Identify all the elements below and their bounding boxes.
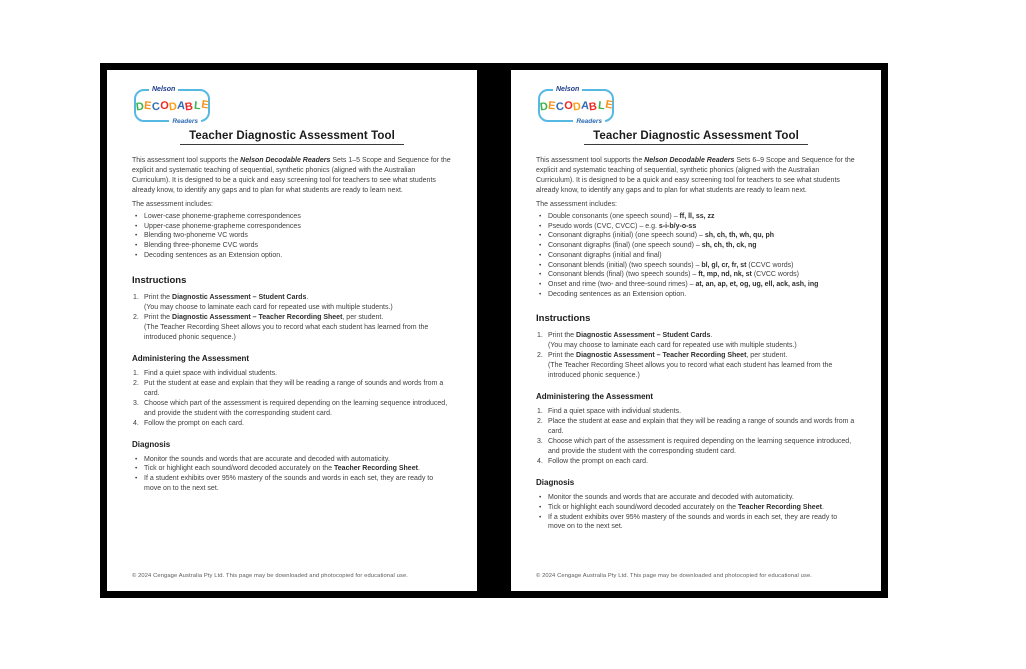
logo-letter: O	[563, 99, 574, 112]
list-item-text	[548, 503, 856, 513]
text-segment: Diagnostic Assessment – Student Cards	[172, 293, 307, 301]
list-item	[536, 222, 856, 232]
text-segment: Consonant digraphs (initial) (one speech sound) –	[548, 232, 705, 240]
list-item-text	[144, 474, 452, 493]
text-segment: Sets 1–5 Scope and Sequence for the explicit and systematic teaching of sequential, synthetic phonics (aligned with the Australian Curriculum). It is designed to be a quick and easy screening tool for teachers to see what students already know, to identify any gaps and to plan for what students are ready to learn next.	[132, 157, 451, 194]
logo-letter: A	[176, 99, 187, 112]
text-segment: Place the student at ease and explain that they will be reading a range of sounds and words from a card.	[548, 418, 855, 436]
logo-readers-text: Readers	[573, 117, 605, 126]
nelson-decodable-readers-logo	[134, 86, 210, 125]
list-marker: 3.	[537, 438, 543, 446]
text-segment: sh, ch, th, ck, ng	[701, 242, 757, 250]
list-marker: •	[539, 504, 542, 512]
list-marker: •	[135, 213, 138, 220]
text-segment: sh, ch, th, wh, qu, ph	[704, 232, 775, 240]
list-item	[536, 331, 856, 351]
list-item-text	[548, 241, 856, 251]
instructions-heading: Instructions	[132, 274, 187, 286]
list-item	[536, 212, 856, 222]
list-marker: 4.	[133, 419, 139, 427]
page-sets-6-9	[511, 70, 881, 591]
list-item	[536, 290, 856, 300]
text-segment: , per student.	[746, 352, 788, 360]
text-segment: Follow the prompt on each card.	[548, 458, 648, 466]
text-segment: Tick or highlight each sound/word decoded accurately on the	[144, 465, 335, 473]
logo-letter: D	[572, 100, 582, 113]
text-segment: Teacher Recording Sheet	[738, 504, 822, 512]
list-item	[132, 222, 452, 232]
list-item	[132, 212, 452, 222]
list-item	[536, 270, 856, 280]
administering-list	[132, 369, 452, 429]
list-item-text	[144, 222, 452, 232]
list-item	[132, 455, 452, 465]
text-segment: .	[306, 293, 309, 301]
text-segment: Onset and rime (two- and three-sound rimes) –	[548, 280, 696, 288]
text-segment: .	[710, 332, 713, 340]
text-segment: at, an, ap, et, og, ug, ell, ack, ash, ing	[695, 280, 819, 288]
page-sets-1-5	[107, 70, 477, 591]
list-item	[132, 241, 452, 251]
list-item	[536, 503, 856, 513]
list-item-text	[144, 212, 452, 222]
text-segment: Monitor the sounds and words that are accurate and decoded with automaticity.	[144, 455, 390, 463]
list-marker: •	[539, 261, 542, 269]
text-segment: Put the student at ease and explain that they will be reading a range of sounds and words from a card.	[144, 379, 444, 397]
intro-paragraph	[536, 156, 856, 196]
diagnosis-heading: Diagnosis	[536, 478, 575, 488]
page-title: Teacher Diagnostic Assessment Tool	[180, 130, 404, 145]
text-segment: Diagnostic Assessment – Student Cards	[576, 332, 711, 340]
document-viewer-panel	[100, 63, 888, 598]
text-segment: Upper-case phoneme-grapheme correspondences	[144, 222, 301, 230]
list-item-text	[144, 241, 452, 251]
includes-label: The assessment includes:	[132, 201, 213, 208]
list-item	[536, 251, 856, 261]
text-segment: ff, ll, ss, zz	[679, 213, 715, 220]
list-marker: 3.	[133, 399, 139, 407]
text-segment: Nelson Decodable Readers	[240, 157, 331, 164]
text-segment: Print the	[548, 352, 577, 360]
list-item-text	[548, 457, 856, 467]
text-segment: Follow the prompt on each card.	[144, 419, 244, 427]
logo-letter: D	[168, 100, 178, 113]
text-segment: Decoding sentences as an Extension option.	[548, 290, 687, 298]
list-item-text	[144, 399, 452, 419]
list-item-note: (The Teacher Recording Sheet allows you to record what each student has learned from the introduced phonic sequence.)	[144, 323, 429, 341]
text-segment: Find a quiet space with individual students.	[548, 408, 682, 416]
list-item	[536, 437, 856, 457]
text-segment: Tick or highlight each sound/word decoded accurately on the	[548, 504, 739, 512]
instructions-list	[536, 331, 856, 381]
list-item-text	[548, 261, 856, 271]
list-marker: •	[539, 494, 542, 502]
list-marker: 2.	[537, 352, 543, 360]
list-item	[132, 369, 452, 379]
text-segment: Consonant blends (initial) (two speech sounds) –	[548, 261, 702, 269]
text-segment: Diagnostic Assessment – Teacher Recording Sheet	[172, 313, 343, 321]
includes-label: The assessment includes:	[536, 201, 617, 208]
list-item-note: (You may choose to laminate each card for repeated use with multiple students.)	[144, 303, 393, 311]
list-item	[132, 419, 452, 429]
logo-letter: A	[580, 99, 591, 112]
list-marker: •	[539, 222, 542, 230]
text-segment: Blending three-phoneme CVC words	[144, 242, 259, 250]
list-item	[536, 231, 856, 241]
list-item-note: (The Teacher Recording Sheet allows you to record what each student has learned from the introduced phonic sequence.)	[548, 362, 833, 380]
list-item-text	[548, 270, 856, 280]
text-segment: ft, mp, nd, nk, st	[698, 271, 752, 279]
text-segment: Choose which part of the assessment is required depending on the learning sequence introduced, and provide the student with the corresponding student card.	[548, 438, 852, 456]
list-item	[536, 407, 856, 417]
text-segment: Pseudo words (CVC, CVCC) – e.g.	[548, 222, 659, 230]
list-item-text	[548, 417, 856, 437]
logo-letter: C	[150, 100, 161, 113]
list-marker: •	[135, 251, 138, 259]
logo-nelson-text: Nelson	[149, 85, 178, 94]
text-segment: Find a quiet space with individual students.	[144, 369, 278, 377]
list-marker: 2.	[133, 313, 139, 321]
list-item	[536, 493, 856, 503]
list-marker: •	[539, 242, 542, 250]
text-segment: bl, gl, cr, fr, st	[701, 261, 747, 269]
list-item-note: (You may choose to laminate each card for repeated use with multiple students.)	[548, 342, 797, 350]
text-segment: .	[821, 504, 824, 512]
list-item	[132, 231, 452, 241]
logo-letter: E	[143, 99, 153, 112]
list-item-text	[144, 251, 452, 261]
list-item	[536, 513, 856, 532]
logo-letter: E	[199, 97, 210, 112]
logo-letter: O	[159, 99, 170, 112]
list-marker: 1.	[133, 293, 139, 301]
list-item-text	[548, 351, 856, 381]
text-segment: Blending two-phoneme VC words	[144, 232, 248, 240]
list-marker: •	[135, 242, 138, 250]
list-item-text	[144, 464, 452, 474]
list-marker: 1.	[537, 332, 543, 340]
list-item-text	[144, 455, 452, 465]
list-marker: •	[135, 455, 138, 463]
text-segment: .	[417, 465, 420, 473]
list-item	[536, 351, 856, 381]
list-item-text	[548, 231, 856, 241]
logo-letter: L	[193, 99, 202, 112]
diagnosis-list	[132, 455, 452, 494]
text-segment: , per student.	[342, 313, 384, 321]
list-marker: 1.	[537, 408, 543, 416]
list-item	[132, 379, 452, 399]
text-segment: Consonant blends (final) (two speech sounds) –	[548, 271, 699, 279]
list-item-text	[548, 280, 856, 290]
logo-letter: E	[603, 97, 614, 112]
text-segment: (CCVC words)	[746, 261, 794, 269]
text-segment: This assessment tool supports the	[132, 157, 241, 164]
text-segment: Sets 6–9 Scope and Sequence for the explicit and systematic teaching of sequential, synthetic phonics (aligned with the Australian Curriculum). It is designed to be a quick and easy screening tool for teachers to see what students already know, to identify any gaps and to plan for what students are ready to learn next.	[536, 157, 855, 194]
list-item	[132, 293, 452, 313]
list-item	[132, 399, 452, 419]
list-item-text	[144, 369, 452, 379]
list-item-text	[144, 379, 452, 399]
list-marker: •	[135, 222, 138, 230]
list-item-text	[548, 513, 856, 532]
text-segment: Print the	[548, 332, 577, 340]
list-item-text	[144, 293, 452, 313]
list-item-text	[548, 251, 856, 261]
diagnosis-heading: Diagnosis	[132, 439, 171, 449]
logo-letter: E	[547, 99, 557, 112]
logo-readers-text: Readers	[169, 117, 201, 126]
text-segment: Decoding sentences as an Extension option.	[144, 251, 283, 259]
text-segment: Double consonants (one speech sound) –	[548, 213, 680, 220]
intro-paragraph	[132, 156, 452, 196]
text-segment: If a student exhibits over 95% mastery of the sounds and words in each set, they are ready to move on to the next set.	[144, 474, 434, 492]
administering-list	[536, 407, 856, 467]
list-item-text	[144, 419, 452, 429]
list-item	[132, 313, 452, 343]
text-segment: Lower-case phoneme-grapheme correspondences	[144, 213, 301, 220]
list-marker: 1.	[133, 369, 139, 377]
list-marker: •	[135, 474, 138, 482]
list-marker: •	[135, 465, 138, 473]
text-segment: Print the	[144, 313, 173, 321]
list-item-text	[548, 290, 856, 300]
list-marker: •	[539, 213, 542, 220]
list-item	[536, 241, 856, 251]
instructions-list	[132, 293, 452, 343]
list-item-text	[144, 313, 452, 343]
text-segment: Diagnostic Assessment – Teacher Recording Sheet	[576, 352, 747, 360]
list-item-text	[548, 212, 856, 222]
list-marker: •	[539, 251, 542, 259]
list-marker: •	[539, 271, 542, 279]
list-marker: •	[539, 232, 542, 240]
list-item-text	[548, 437, 856, 457]
nelson-decodable-readers-logo	[538, 86, 614, 125]
list-item-text	[548, 222, 856, 232]
list-item	[132, 464, 452, 474]
logo-letter: B	[184, 100, 195, 113]
diagnosis-list	[536, 493, 856, 532]
list-item	[132, 251, 452, 261]
text-segment: Consonant digraphs (initial and final)	[548, 251, 662, 259]
text-segment: Choose which part of the assessment is required depending on the learning sequence introduced, and provide the student with the corresponding student card.	[144, 399, 448, 417]
list-item	[536, 457, 856, 467]
list-item	[132, 474, 452, 493]
administering-heading: Administering the Assessment	[536, 392, 654, 402]
list-marker: •	[135, 232, 138, 240]
instructions-heading: Instructions	[536, 313, 591, 325]
page-title: Teacher Diagnostic Assessment Tool	[584, 130, 808, 145]
text-segment: Monitor the sounds and words that are accurate and decoded with automaticity.	[548, 494, 794, 502]
copyright-footer: © 2024 Cengage Australia Pty Ltd. This page may be downloaded and photocopied for educational use.	[536, 573, 812, 579]
administering-heading: Administering the Assessment	[132, 353, 250, 363]
logo-letter: C	[554, 100, 565, 113]
list-marker: 2.	[537, 418, 543, 426]
text-segment: (CVCC words)	[751, 271, 799, 279]
text-segment: This assessment tool supports the	[536, 157, 645, 164]
text-segment: Print the	[144, 293, 173, 301]
includes-list	[536, 212, 856, 299]
logo-letter: L	[597, 99, 606, 112]
list-marker: 2.	[133, 379, 139, 387]
list-item	[536, 417, 856, 437]
list-item	[536, 280, 856, 290]
text-segment: If a student exhibits over 95% mastery of the sounds and words in each set, they are ready to move on to the next set.	[548, 513, 838, 531]
list-marker: •	[539, 290, 542, 298]
logo-nelson-text: Nelson	[553, 85, 582, 94]
includes-list	[132, 212, 452, 261]
text-segment: s-i-b/y-o-ss	[658, 222, 697, 230]
logo-letter: B	[588, 100, 599, 113]
text-segment: Consonant digraphs (final) (one speech sound) –	[548, 242, 702, 250]
list-item-text	[548, 331, 856, 351]
copyright-footer: © 2024 Cengage Australia Pty Ltd. This page may be downloaded and photocopied for educational use.	[132, 573, 408, 579]
list-item-text	[548, 407, 856, 417]
list-item-text	[144, 231, 452, 241]
list-item-text	[548, 493, 856, 503]
list-marker: •	[539, 280, 542, 288]
list-marker: •	[539, 513, 542, 521]
text-segment: Teacher Recording Sheet	[334, 465, 418, 473]
logo-letter: D	[135, 100, 145, 113]
logo-letter: D	[539, 100, 549, 113]
text-segment: Nelson Decodable Readers	[644, 157, 735, 164]
list-marker: 4.	[537, 458, 543, 466]
list-item	[536, 261, 856, 271]
